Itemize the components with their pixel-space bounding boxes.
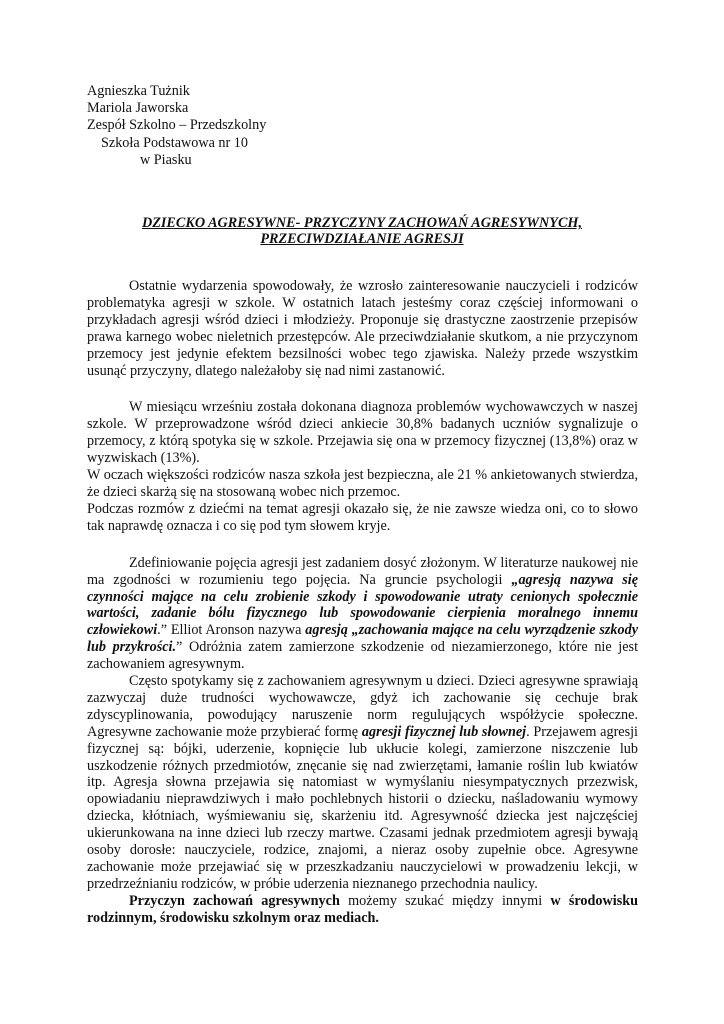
emphasis-bold: w środowisku rodzinnym, środowisku szkolnym oraz mediach. [87, 892, 638, 926]
document-title [80, 215, 644, 248]
author-name: Agnieszka Tużnik [87, 83, 190, 99]
paragraph [87, 893, 638, 927]
emphasis-quote: „agresją nazywa się czynności mające na celu zrobienie szkody i spowodowanie utraty cenionych społecznie wartości, zadanie bólu fizycznego lub spowodowanie cierpienia moralnego innemu człowiekowi [87, 571, 638, 639]
text-run: Zdefiniowanie pojęcia agresji jest zadaniem dosyć złożonym. W literaturze naukowej nie ma zgodności w rozumieniu tego pojęcia. Na gruncie psychologii [87, 554, 638, 588]
author-header [87, 83, 266, 169]
text-run: Często spotykamy się z zachowaniem agresywnym u dzieci. Dzieci agresywne sprawiają zazwyczaj duże trudności wychowawcze, gdyż ich zachowanie się cechuje brak zdyscyplinowania, powodujący naruszenie norm regulujących współżycie społeczne. Agresywne zachowanie może przybierać formę [87, 673, 638, 740]
school-location: w Piasku [140, 151, 192, 168]
author-name: Mariola Jaworska [87, 100, 189, 117]
text-run: .” Elliot Aronson nazywa [157, 622, 306, 639]
paragraph [87, 555, 638, 673]
paragraph: W miesiącu wrześniu została dokonana diagnoza problemów wychowawczych w naszej szkole. W przeprowadzone wśród dzieci ankiecie 30,8% badanych uczniów sygnalizuje o przemocy, z którą spotyka się w szkole. Przejawia się ona w przemocy fizycznej (13,8%) oraz w wyzwiskach (13%). [87, 399, 638, 467]
text-run: możemy szukać między innymi [339, 892, 551, 909]
title-line: PRZECIWDZIAŁANIE AGRESJI [260, 231, 464, 248]
paragraph: Ostatnie wydarzenia spowodowały, że wzrosło zainteresowanie nauczycieli i rodziców problematyka agresji w szkole. W ostatnich latach jesteśmy coraz częściej informowani o przykładach agresji wśród dzieci i młodzieży. Proponuje się drastyczne zaostrzenie przepisów prawa karnego wobec nieletnich przestępców. Ale przeciwdziałanie skutkom, a nie przyczynom przemocy jest jedynie efektem bezsilności wobec tego zjawiska. Należy przede wszystkim usunąć przyczyny, dlatego należałoby się nad nimi zastanowić. [87, 278, 638, 379]
title-line: DZIECKO AGRESYWNE- PRZYCZYNY ZACHOWAŃ AGRESYWNYCH, [142, 215, 582, 231]
paragraph: Podczas rozmów z dziećmi na temat agresji okazało się, że nie zawsze wiedza oni, co to słowo tak naprawdę oznacza i co się pod tym słowem kryje. [87, 500, 638, 534]
document-body [87, 278, 638, 927]
text-run: ” Odróżnia zatem zamierzone szkodzenie od niezamierzonego, które nie jest zachowaniem agresywnym. [87, 639, 639, 673]
paragraph: W oczach większości rodziców nasza szkoła jest bezpieczna, ale 21 % ankietowanych stwierdza, że dzieci skarżą się na stosowaną wobec nich przemoc. [87, 467, 638, 500]
school-name: Szkoła Podstawowa nr 10 [101, 134, 248, 151]
emphasis-term: agresji fizycznej lub słownej [361, 723, 527, 740]
emphasis-bold: Przyczyn zachowań agresywnych [129, 892, 340, 909]
text-run: . Przejawem agresji fizycznej są: bójki, uderzenie, kopnięcie lub ukłucie kolegi, zamierzone niszczenie lub uszkodzenie różnych przedmiotów, znęcanie się nad zwierzętami, łamanie roślin lub kwiatów itp. Agresja słowna przejawia się natomiast w wymyślaniu niesympatycznych przezwisk, opowiadaniu nieprawdziwych i mało pochlebnych historii o dziecku, naśladowaniu wymowy dziecka, kłótniach, wyśmiewaniu się, skarżeniu itd. Agresywność dziecka jest najczęściej ukierunkowana na inne dzieci lub rzeczy martwe. Czasami jednak przedmiotem agresji bywają osoby dorosłe: nauczyciele, rodzice, znajomi, a nieraz osoby zupełnie obce. Agresywne zachowanie może przejawiać się w przeszkadzaniu nauczycielowi w prowadzeniu lekcji, w przedrzeźnianiu rodziców, w próbie uderzenia nieznanego przechodnia naulicy. [87, 723, 638, 892]
school-name: Zespół Szkolno – Przedszkolny [87, 117, 267, 134]
emphasis-quote: agresją „zachowania mające na celu wyrządzenie szkody lub przykrości. [87, 622, 639, 656]
paragraph [87, 673, 638, 893]
